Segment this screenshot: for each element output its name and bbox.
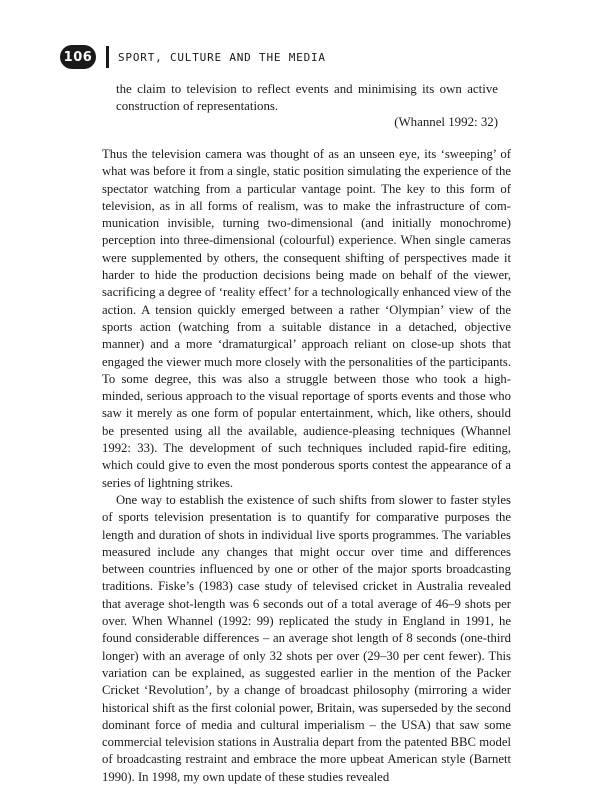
page-number-badge: 106 xyxy=(60,45,96,69)
paragraph: One way to establish the existence of such shifts from slower to faster styles of sports television presentation is to quantify for comparative purposes the length and duration of shots in individual live sports programmes. The variables measured include any changes that might occur over time and differences between countries influenced by one or other of the major sports broadcasting traditions. Fiske’s (1983) case study of televised cricket in Australia revealed that average shot-length was 6 seconds out of a total average of 46–9 shots per over. When Whannel (1992: 99) replicated the study in England in 1991, he found considerable differences – an average shot length of 8 seconds (one-third longer) with an average of only 32 shots per over (29–30 per cent fewer). This variation can be explained, as suggested earlier in the mention of the Packer Cricket ‘Revolution’, by a change of broadcast philosophy (mirroring a wider historical shift as the first colonial power, Britain, was superseded by the second dominant force of media and cultural imperialism – the USA) that saw some commercial television stations in Australia depart from the patented BBC model of broadcasting restraint and embrace the more upbeat American style (Barnett 1990). In 1998, my own update of these studies revealed xyxy=(102,492,511,784)
running-head-title: SPORT, CULTURE AND THE MEDIA xyxy=(118,50,326,64)
quote-citation: (Whannel 1992: 32) xyxy=(394,115,498,129)
body-text xyxy=(102,146,511,786)
running-head xyxy=(60,44,326,70)
paragraph: Thus the television camera was thought of as an unseen eye, its ‘sweeping’ of what was before it from a single, static position simulating the experience of the spectator watching from a particular vantage point. The key to this form of television, as in all forms of realism, was to make the infrastructure of communication invisible, turning two-dimensional (and initially monochrome) perception into three-dimensional (colourful) experience. When single cameras were supplemented by others, the consequent shifting of perspectives made it harder to hide the production decisions being made on behalf of the viewer, sacrificing a degree of ‘reality effect’ for a technologically enhanced view of the action. A tension quickly emerged between a rather ‘Olympian’ view of the sports action (watching from a suitable distance in a detached, objective manner) and a more ‘dramaturgical’ approach reliant on close-up shots that engaged the viewer much more closely with the personalities of the participants. To some degree, this was also a struggle between those who took a high-minded, serious approach to the visual reportage of sports events and those who saw it merely as one form of popular entertainment, which, like others, should be presented using all the available, audience-pleasing techniques (Whannel 1992: 33). The development of such techniques included rapid-fire editing, which could give to even the most ponderous sports contest the appearance of a series of lightning strikes. xyxy=(102,147,511,490)
block-quote: the claim to television to reflect events and minimising its own active construction of representations. xyxy=(116,82,498,113)
header-divider xyxy=(106,46,109,68)
